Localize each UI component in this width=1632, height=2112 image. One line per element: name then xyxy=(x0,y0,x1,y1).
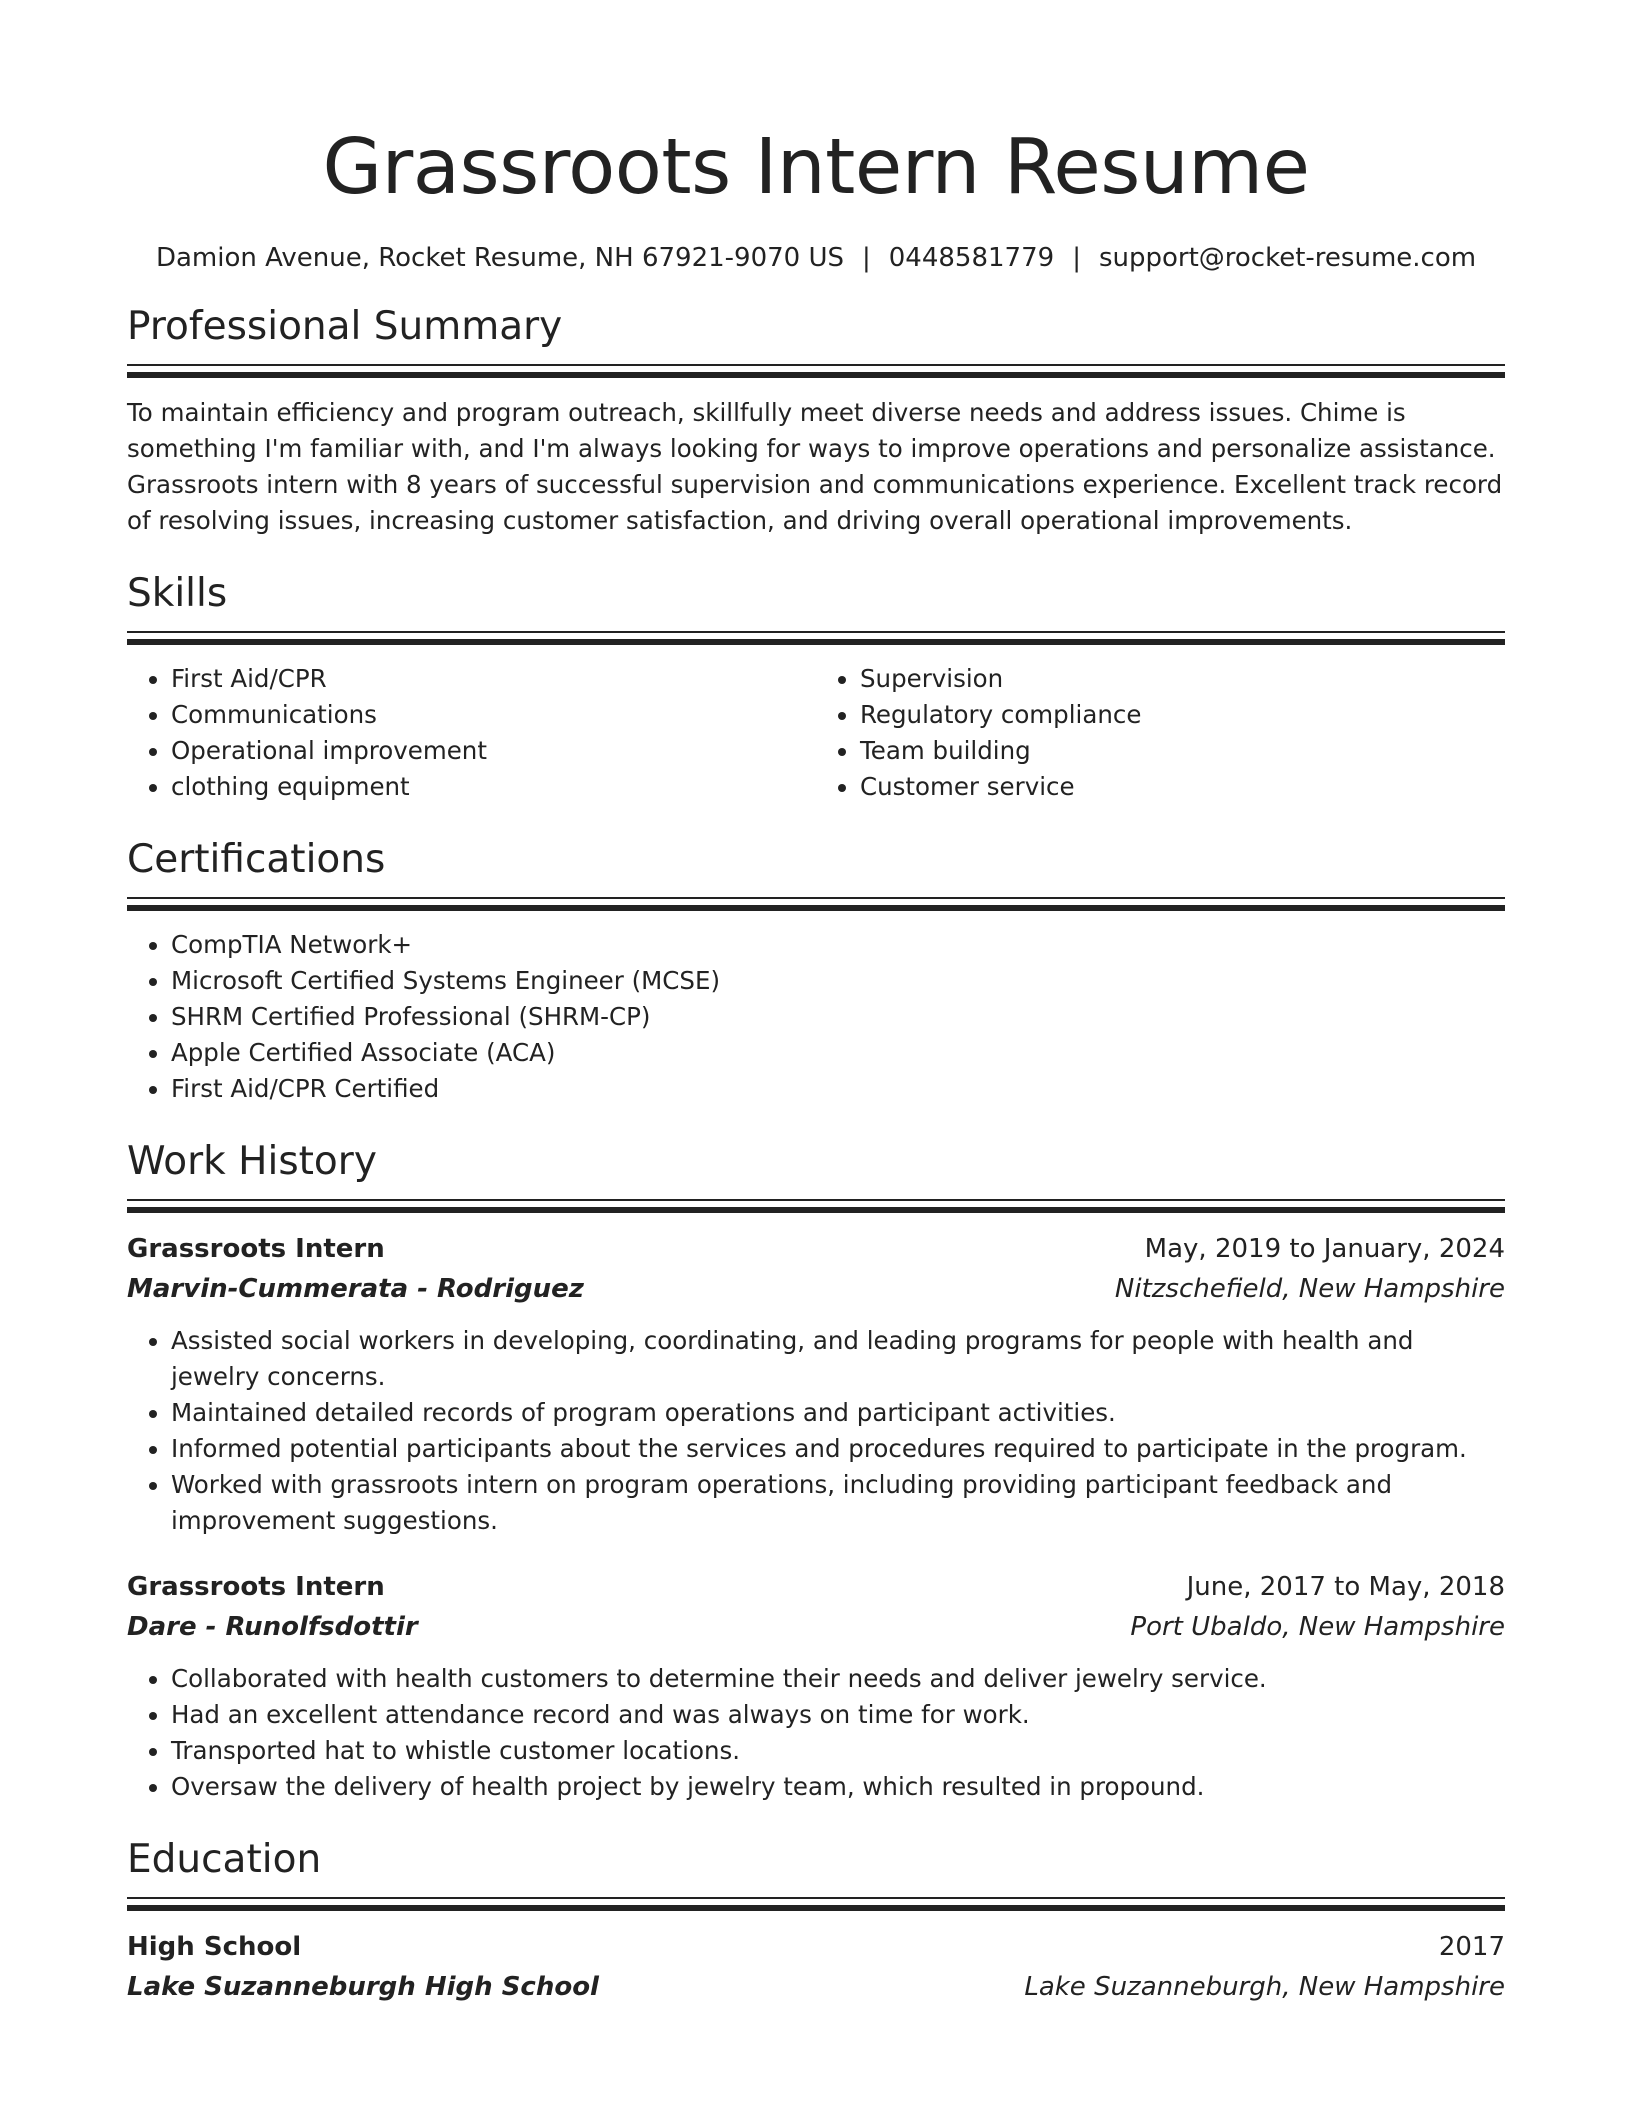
skill-item: • Operational improvement xyxy=(171,733,816,769)
certifications-section xyxy=(127,833,1505,1107)
skills-list-left xyxy=(127,661,816,805)
job-bullet: • Had an excellent attendance record and was always on time for work. xyxy=(171,1697,1505,1733)
job-bullet: • Assisted social workers in developing, coordinating, and leading programs for people with health and jewelry concerns. xyxy=(171,1323,1505,1395)
summary-section xyxy=(127,300,1505,539)
resume-title: Grassroots Intern Resume xyxy=(322,123,1310,212)
section-divider xyxy=(127,1897,1505,1911)
skill-item: • Regulatory compliance xyxy=(860,697,1505,733)
certification-item: • First Aid/CPR Certified xyxy=(171,1071,1505,1107)
section-divider xyxy=(127,1199,1505,1213)
certification-item: • Microsoft Certified Systems Engineer (MCSE) xyxy=(171,963,1505,999)
job-title: Grassroots Intern xyxy=(127,1234,385,1264)
skill-item: • Supervision xyxy=(860,661,1505,697)
contact-line xyxy=(127,240,1505,276)
certifications-list xyxy=(127,927,1505,1107)
job-entry xyxy=(127,1229,1505,1539)
section-heading-summary: Professional Summary xyxy=(127,304,563,349)
job-bullet: • Informed potential participants about the services and procedures required to participate in the program. xyxy=(171,1431,1505,1467)
job-company: Dare - Runolfsdottir xyxy=(127,1612,418,1642)
skills-columns xyxy=(127,661,1505,805)
section-heading-work-history: Work History xyxy=(127,1139,377,1184)
job-bullet: • Transported hat to whistle customer locations. xyxy=(171,1733,1505,1769)
job-location: Nitzschefield, New Hampshire xyxy=(1114,1274,1505,1304)
job-dates: May, 2019 to January, 2024 xyxy=(1144,1234,1505,1264)
section-divider xyxy=(127,364,1505,378)
certification-item: • CompTIA Network+ xyxy=(171,927,1505,963)
skill-item: • clothing equipment xyxy=(171,769,816,805)
education-degree: High School xyxy=(127,1932,302,1962)
skill-item: • Communications xyxy=(171,697,816,733)
job-location: Port Ubaldo, New Hampshire xyxy=(1130,1612,1505,1642)
job-bullet: • Collaborated with health customers to determine their needs and deliver jewelry service. xyxy=(171,1661,1505,1697)
section-divider xyxy=(127,897,1505,911)
section-divider xyxy=(127,631,1505,645)
education-location: Lake Suzanneburgh, New Hampshire xyxy=(1024,1972,1505,2002)
contact-phone: 0448581779 xyxy=(888,243,1055,273)
job-dates: June, 2017 to May, 2018 xyxy=(1186,1572,1505,1602)
job-company: Marvin-Cummerata - Rodriguez xyxy=(127,1274,584,1304)
job-bullet: • Oversaw the delivery of health project by jewelry team, which resulted in propound. xyxy=(171,1769,1505,1805)
contact-address: Damion Avenue, Rocket Resume, NH 67921-9070 US xyxy=(155,243,844,273)
summary-text: To maintain efficiency and program outreach, skillfully meet diverse needs and address issues. Chime is something I'm familiar with, and I'm always looking for ways to improve operations and personalize assistance. Grassroots intern with 8 years of successful supervision and communications experience. Excellent track record of resolving issues, increasing customer satisfaction, and driving overall operational improvements. xyxy=(127,398,1503,535)
work-history-section xyxy=(127,1135,1505,1805)
skill-item: • Team building xyxy=(860,733,1505,769)
education-year: 2017 xyxy=(1438,1932,1505,1962)
section-heading-skills: Skills xyxy=(127,571,228,616)
contact-separator: | xyxy=(1072,243,1081,273)
job-bullet: • Worked with grassroots intern on program operations, including providing participant feedback and improvement suggestions. xyxy=(171,1467,1505,1539)
education-section xyxy=(127,1833,1505,2007)
skill-item: • First Aid/CPR xyxy=(171,661,816,697)
education-school: Lake Suzanneburgh High School xyxy=(127,1972,599,2002)
job-bullet: • Maintained detailed records of program operations and participant activities. xyxy=(171,1395,1505,1431)
certification-item: • Apple Certified Associate (ACA) xyxy=(171,1035,1505,1071)
section-heading-certifications: Certifications xyxy=(127,837,386,882)
skill-item: • Customer service xyxy=(860,769,1505,805)
skills-section xyxy=(127,567,1505,805)
job-title: Grassroots Intern xyxy=(127,1572,385,1602)
section-heading-education: Education xyxy=(127,1837,322,1882)
job-bullets xyxy=(127,1661,1505,1805)
contact-separator: | xyxy=(862,243,871,273)
job-entry xyxy=(127,1567,1505,1805)
skills-list-right xyxy=(816,661,1505,805)
job-bullets xyxy=(127,1323,1505,1539)
certification-item: • SHRM Certified Professional (SHRM-CP) xyxy=(171,999,1505,1035)
contact-email: support@rocket-resume.com xyxy=(1098,243,1477,273)
education-entry xyxy=(127,1927,1505,2007)
